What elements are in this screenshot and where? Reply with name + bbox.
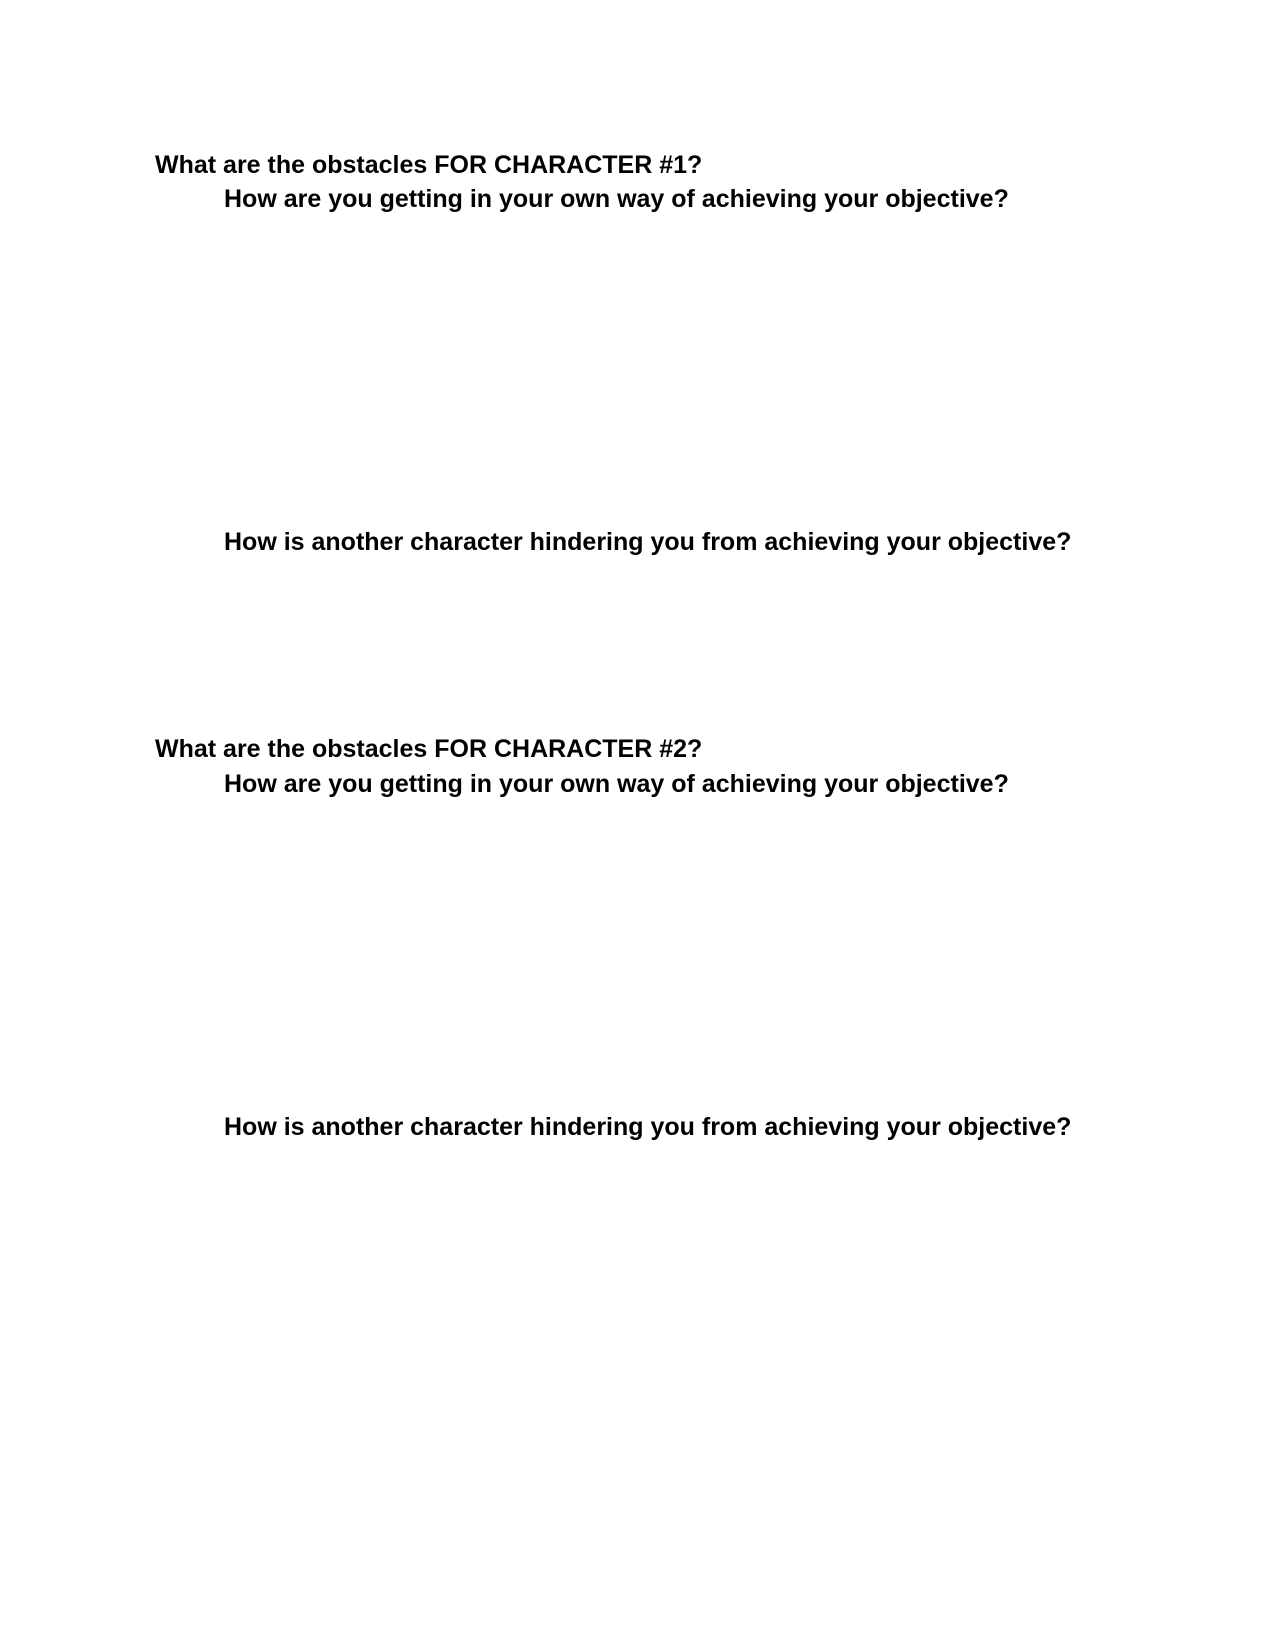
character-1-self-obstacle-question: How are you getting in your own way of achieving your objective?	[224, 185, 1009, 213]
character-2-other-obstacle-question: How is another character hindering you from achieving your objective?	[224, 1113, 1072, 1141]
character-1-other-obstacle-question: How is another character hindering you from achieving your objective?	[224, 528, 1072, 556]
character-1-heading: What are the obstacles FOR CHARACTER #1?	[155, 151, 703, 179]
character-2-heading: What are the obstacles FOR CHARACTER #2?	[155, 735, 703, 763]
character-2-self-obstacle-question: How are you getting in your own way of achieving your objective?	[224, 770, 1009, 798]
